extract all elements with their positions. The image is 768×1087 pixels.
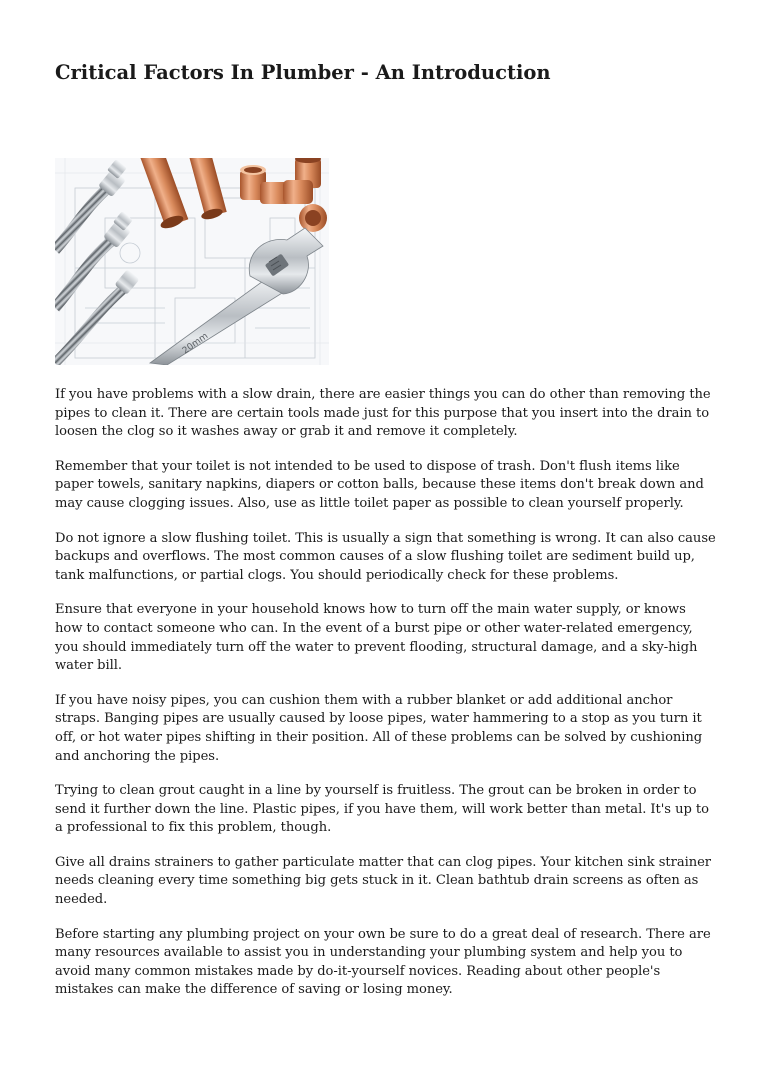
paragraph-3: Do not ignore a slow flushing toilet. This is usually a sign that something is wrong. It can also cause backups and overflows. The most common causes of a slow flushing toilet are sediment build up, tank malfunctions, or partial clogs. You should periodically check for these problems.: [55, 530, 716, 583]
paragraph-1: If you have problems with a slow drain, there are easier things you can do other than removing the pipes to clean it. There are certain tools made just for this purpose that you insert into the drain to loosen the clog so it washes away or grab it and remove it completely.: [55, 387, 711, 440]
paragraph-6: Trying to clean grout caught in a line by yourself is fruitless. The grout can be broken in order to send it further down the line. Plastic pipes, if you have them, will work better than metal. It's up to a professional to fix this problem, though.: [55, 783, 709, 836]
plumbing-tools-photo: [55, 158, 329, 365]
paragraph-7: Give all drains strainers to gather particulate matter that can clog pipes. Your kitchen sink strainer needs cleaning every time something big gets stuck in it. Clean bathtub drain screens as often as needed.: [55, 854, 712, 908]
paragraph-4: Ensure that everyone in your household knows how to turn off the main water supply, or knows how to contact someone who can. In the event of a burst pipe or other water-related emergency, you should immediately turn off the water to prevent flooding, structural damage, and a sky-high water bill.: [55, 602, 698, 674]
paragraph-8: Before starting any plumbing project on your own be sure to do a great deal of research. There are many resources available to assist you in understanding your plumbing system and help you to avoid many common mistakes made by do-it-yourself novices. Reading about other people's mistakes can make the difference of saving or losing money.: [55, 926, 711, 998]
wrench-marking: 20mm: [180, 331, 211, 357]
paragraph-5: If you have noisy pipes, you can cushion them with a rubber blanket or add additional anchor straps. Banging pipes are usually caused by loose pipes, water hammering to a stop as you turn it off, or hot water pipes shifting in their position. All of these problems can be solved by cushioning and anchoring the pipes.: [55, 692, 703, 764]
page-title: Critical Factors In Plumber - An Introduction: [55, 61, 551, 84]
article-body: [55, 386, 717, 1016]
paragraph-2: Remember that your toilet is not intended to be used to dispose of trash. Don't flush items like paper towels, sanitary napkins, diapers or cotton balls, because these items don't break down and may cause clogging issues. Also, use as little toilet paper as possible to clean yourself properly.: [55, 458, 704, 511]
